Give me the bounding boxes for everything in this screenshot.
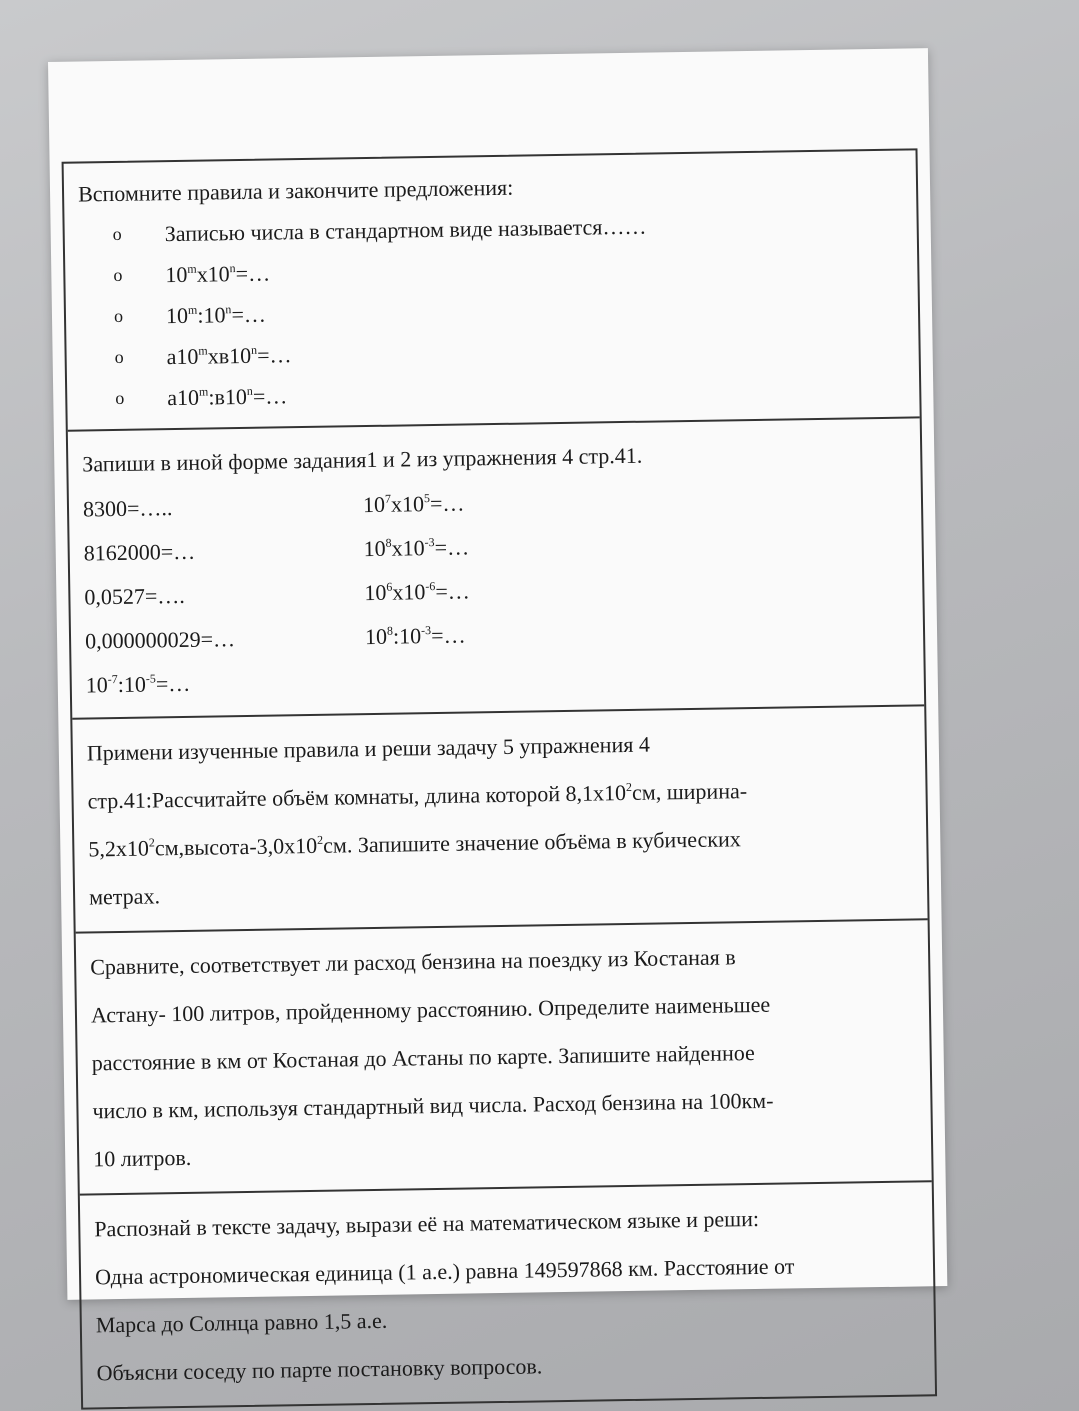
- task-block-4: [76, 920, 932, 1195]
- worksheet-paper: [48, 48, 947, 1386]
- exercise-item: $10^{-7}:10^{-5}=\dots$: [85, 670, 191, 698]
- task-block-3: [72, 706, 927, 933]
- exercise-item: $10^7x10^5=\dots$: [362, 490, 465, 518]
- exercise-item: 0,0527=….: [84, 582, 186, 610]
- exercise-item: $10^8x10^{-3}=\dots$: [363, 534, 470, 562]
- formula: $a10^mxв10^n=\dots$: [166, 342, 292, 370]
- formula: $10^m:10^n=\dots$: [165, 301, 267, 329]
- block3-line: Примени изученные правила и реши задачу 5 упражнения 4: [86, 731, 651, 766]
- circle-bullet-icon: o: [114, 346, 124, 367]
- block5-line: Объясни соседу по парте постановку вопросов.: [96, 1353, 543, 1386]
- block4-line: 10 литров.: [93, 1144, 192, 1172]
- task-block-2: [68, 418, 924, 719]
- circle-bullet-icon: o: [113, 305, 124, 326]
- block3-line: метрах.: [88, 883, 161, 910]
- block5-line: Марса до Солнца равно 1,5 а.е.: [95, 1307, 388, 1338]
- exercise-item: 8300=…..: [82, 495, 173, 522]
- circle-bullet-icon: o: [113, 264, 123, 285]
- block3-line: стр.41:Рассчитайте объём комнаты, длина которой $8,1х10^2см$, ширина-: [87, 778, 748, 814]
- task-table: [62, 148, 937, 1409]
- block5-line: Одна астрономическая единица (1 а.е.) равна 149597868 км. Расстояние от: [94, 1253, 795, 1290]
- block4-line: расстояние в км от Костаная до Астаны по карте. Запишите найденное: [91, 1040, 755, 1076]
- formula: $a10^m:в10^n=\dots$: [167, 383, 288, 411]
- block4-line: число в км, используя стандартный вид числа. Расход бензина на 100км-: [92, 1087, 774, 1124]
- formula: $10^mx10^n=\dots$: [165, 260, 271, 288]
- circle-bullet-icon: o: [112, 223, 122, 245]
- rule-text: Записью числа в стандартном виде называется……: [164, 213, 647, 247]
- exercise-grid: [83, 475, 910, 708]
- exercise-item: $10^8:10^{-3}=\dots$: [364, 622, 466, 650]
- circle-bullet-icon: o: [115, 387, 125, 408]
- block2-heading: Запиши в иной форме задания1 и 2 из упражнения 4 стр.41.: [82, 442, 643, 477]
- task-block-1: [64, 150, 920, 431]
- block1-heading: Вспомните правила и закончите предложения:: [77, 174, 514, 207]
- block4-line: Сравните, соответствует ли расход бензина на поездку из Костаная в: [90, 944, 736, 980]
- block3-line: $5,2х10^2см,высота-3,0х10^2см$. Запишите значение объёма в кубических: [88, 826, 741, 862]
- exercise-item: 0,000000029=…: [84, 626, 236, 654]
- exercise-item: $10^6x10^{-6}=\dots$: [364, 578, 470, 606]
- exercise-item: 8162000=…: [83, 538, 196, 566]
- rules-list: [78, 202, 905, 420]
- block5-line: Распознай в тексте задачу, вырази её на математическом языке и реши:: [94, 1205, 760, 1242]
- task-block-5: [80, 1182, 935, 1407]
- block4-line: Астану- 100 литров, пройденному расстоянию. Определите наименьшее: [90, 991, 771, 1028]
